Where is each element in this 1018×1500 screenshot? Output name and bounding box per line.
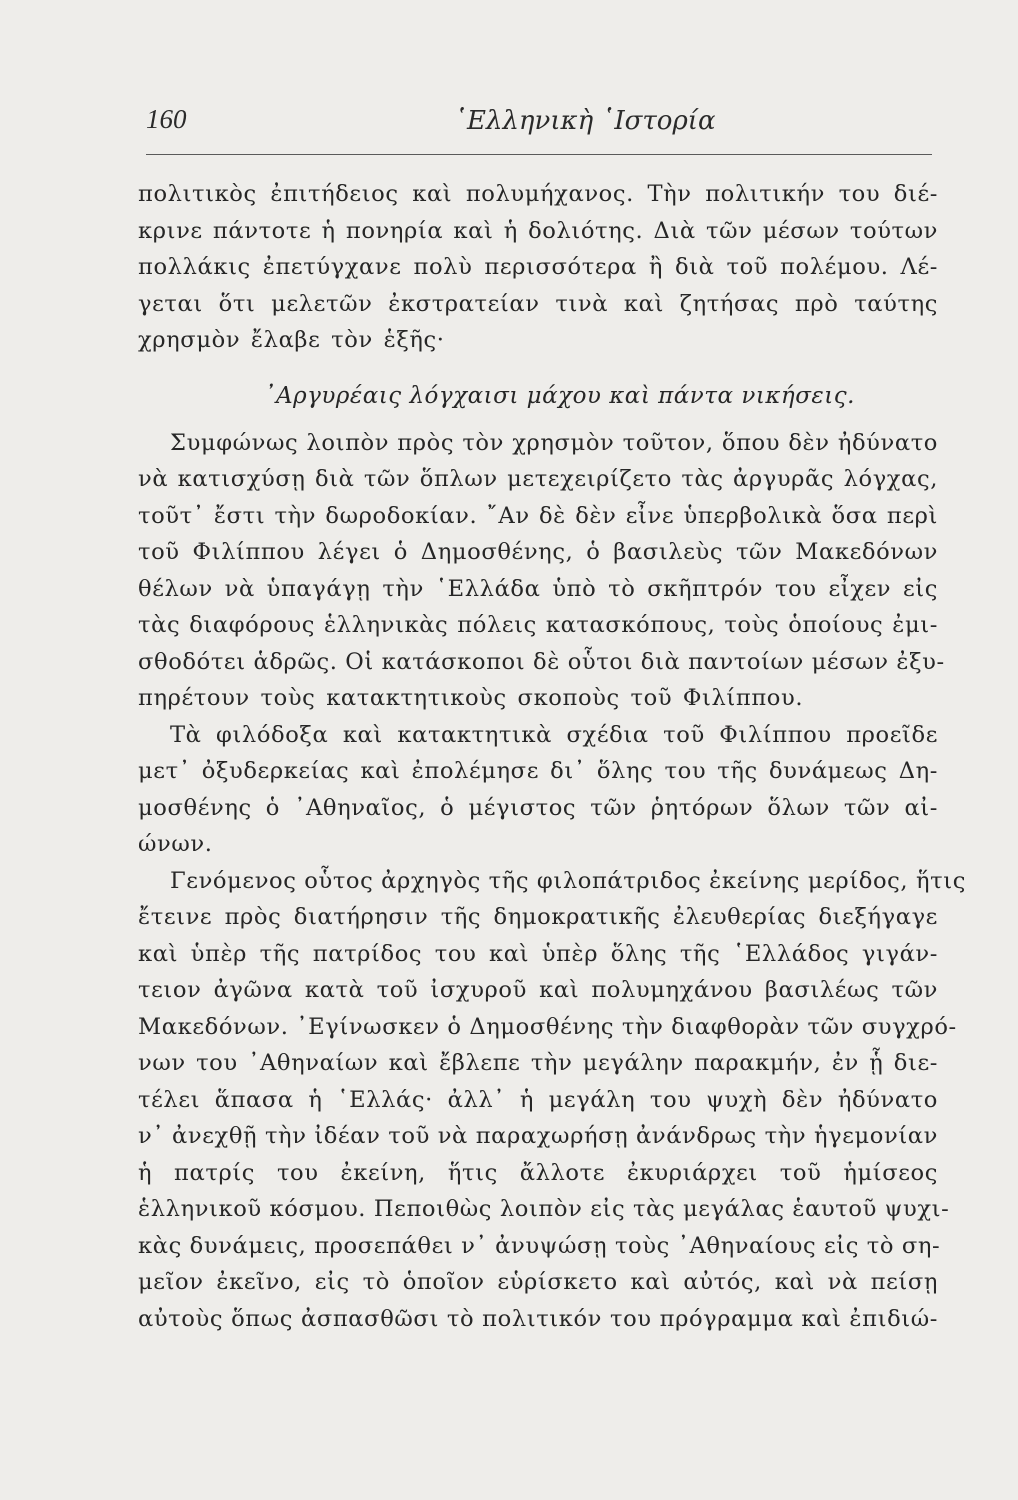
text-line: χρησμὸν ἔλαβε τὸν ἑξῆς· (138, 327, 445, 353)
text-line: τοῦ Φιλίππου λέγει ὁ Δημοσθένης, ὁ βασιλεὺς τῶν Μακεδόνων (138, 539, 938, 565)
text-line: Τὰ φιλόδοξα καὶ κατακτητικὰ σχέδια τοῦ Φιλίππου προεῖδε (170, 721, 938, 748)
text-line: ἔτεινε πρὸς διατήρησιν τῆς δημοκρατικῆς ἐλευθερίας διεξήγαγε (138, 904, 938, 930)
text-line: ν᾿ ἀνεχθῇ τὴν ἰδέαν τοῦ νὰ παραχωρήσῃ ἀνάνδρως τὴν ἡγεμονίαν (138, 1123, 938, 1149)
text-line: νων του ᾿Αθηναίων καὶ ἔβλεπε τὴν μεγάλην παρακμήν, ἐν ᾗ διε- (138, 1050, 938, 1076)
text-line: ώνων. (138, 831, 213, 857)
text-line: νὰ κατισχύσῃ διὰ τῶν ὅπλων μετεχειρίζετο τὰς ἀργυρᾶς λόγχας, (138, 466, 938, 492)
text-line: κὰς δυνάμεις, προσεπάθει ν᾿ ἀνυψώσῃ τοὺς ᾿Αθηναίους εἰς τὸ ση- (138, 1232, 941, 1259)
page-header (146, 104, 932, 155)
text-line: τέλει ἅπασα ἡ ῾Ελλάς· ἀλλ᾿ ἡ μεγάλη του ψυχὴ δὲν ἠδύνατο (138, 1086, 938, 1113)
text-line: γεται ὅτι μελετῶν ἐκστρατείαν τινὰ καὶ ζητήσας πρὸ ταύτης (138, 290, 938, 317)
page-number: 160 (146, 104, 187, 134)
text-line: θέλων νὰ ὑπαγάγῃ τὴν ῾Ελλάδα ὑπὸ τὸ σκῆπτρόν του εἶχεν εἰς (138, 575, 938, 602)
text-line: πολιτικὸς ἐπιτήδειος καὶ πολυμήχανος. Τὴν πολιτικήν του διέ- (138, 181, 938, 207)
text-line: καὶ ὑπὲρ τῆς πατρίδος του καὶ ὑπὲρ ὅλης τῆς ῾Ελλάδος γιγάν- (138, 940, 938, 967)
text-line: μοσθένης ὁ ᾿Αθηναῖος, ὁ μέγιστος τῶν ῥητόρων ὅλων τῶν αἰ- (138, 794, 938, 821)
text-line: ἡ πατρίς του ἐκείνη, ἥτις ἄλλοτε ἐκυριάρχει τοῦ ἡμίσεος (138, 1159, 938, 1186)
text-line: σθοδότει ἁδρῶς. Οἱ κατάσκοποι δὲ οὗτοι διὰ παντοίων μέσων ἐξυ- (138, 648, 945, 675)
oracle-quote: ᾿Αργυρέαις λόγχαισι μάχου καὶ πάντα νικήσεις. (264, 382, 855, 409)
text-line: Συμφώνως λοιπὸν πρὸς τὸν χρησμὸν τοῦτον, ὅπου δὲν ἠδύνατο (170, 429, 938, 456)
text-line: Γενόμενος οὗτος ἀρχηγὸς τῆς φιλοπάτριδος ἐκείνης μερίδος, ἥτις (170, 867, 966, 894)
text-line: κρινε πάντοτε ἡ πονηρία καὶ ἡ δολιότης. Διὰ τῶν μέσων τούτων (138, 217, 938, 244)
text-line: αὐτοὺς ὅπως ἀσπασθῶσι τὸ πολιτικόν του πρόγραμμα καὶ ἐπιδιώ- (138, 1305, 938, 1332)
text-line: πηρέτουν τοὺς κατακτητικοὺς σκοποὺς τοῦ Φιλίππου. (138, 685, 804, 711)
text-line: Μακεδόνων. ᾿Εγίνωσκεν ὁ Δημοσθένης τὴν διαφθορὰν τῶν συγχρό- (138, 1013, 957, 1040)
text-line: πολλάκις ἐπετύγχανε πολὺ περισσότερα ἢ διὰ τοῦ πολέμου. Λέ- (138, 254, 938, 280)
running-title: ῾Ελληνικὴ ῾Ιστορία (454, 106, 716, 136)
text-line: τειον ἀγῶνα κατὰ τοῦ ἰσχυροῦ καὶ πολυμηχάνου βασιλέως τῶν (138, 977, 938, 1003)
text-line: τὰς διαφόρους ἑλληνικὰς πόλεις κατασκόπους, τοὺς ὁποίους ἐμι- (138, 612, 938, 638)
text-line: ἑλληνικοῦ κόσμου. Πεποιθὼς λοιπὸν εἰς τὰς μεγάλας ἑαυτοῦ ψυχι- (138, 1196, 950, 1222)
text-line: μεῖον ἐκεῖνο, εἰς τὸ ὁποῖον εὑρίσκετο καὶ αὐτός, καὶ νὰ πείσῃ (138, 1269, 938, 1295)
text-line: τοῦτ᾿ ἔστι τὴν δωροδοκίαν. ῎Αν δὲ δὲν εἶνε ὑπερβολικὰ ὅσα περὶ (138, 502, 938, 529)
text-line: μετ᾿ ὀξυδερκείας καὶ ἐπολέμησε δι᾿ ὅλης του τῆς δυνάμεως Δη- (138, 758, 938, 784)
body-text (138, 176, 966, 1337)
